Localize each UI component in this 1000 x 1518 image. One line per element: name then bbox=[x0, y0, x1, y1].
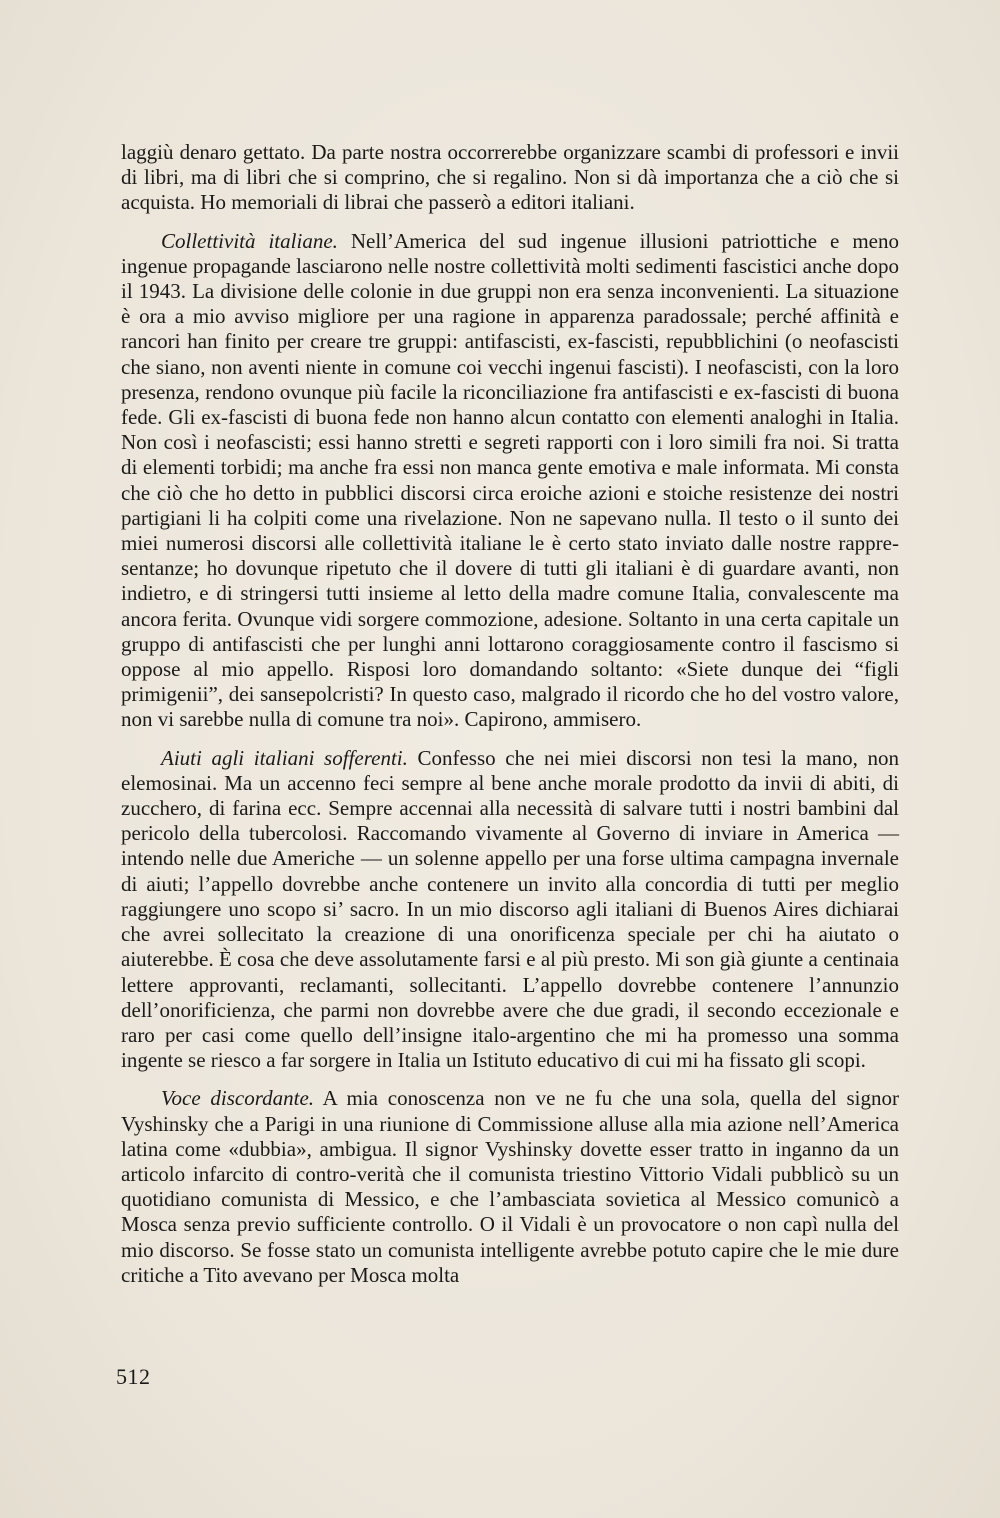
paragraph-text: laggiù denaro gettato. Da parte nostra occorrerebbe organizzare scambi di professori e invii di libri, ma di libri che si comprino, che si regalino. Non si dà importanza che a ciò che si acquista. Ho memoriali di librai che passerò a editori italiani. bbox=[121, 140, 899, 215]
paragraph-voce bbox=[121, 1086, 899, 1288]
paragraph-collettivita bbox=[121, 229, 899, 733]
body-text bbox=[121, 140, 899, 1301]
paragraph-text: Confesso che nei miei discorsi non tesi la mano, non elemosinai. Ma un accenno feci sempre al bene anche morale prodotto da invii di abiti, di zucchero, di farina ecc. Sempre accennai alla necessità di salvare tutti i nostri bambini dal pericolo della tubercolosi. Raccomando vivamente al Governo di inviare in America — intendo nelle due Americhe — un solenne appello per una forse ultima campagna invernale di aiuti; l’appello dovrebbe anche contenere un invito alla concordia di tutti per meglio raggiungere uno scopo si’ sacro. In un mio discorso agli italiani di Buenos Aires dichiarai che avrei sollecitato la creazione di una onorificenza speciale per chi ha aiutato o aiuterebbe. È cosa che deve assolutamente farsi e al più presto. Mi son già giunte a centinaia lettere approvanti, reclamanti, sollecitanti. L’appello dovrebbe contenere l’annunzio dell’onorificienza, che parmi non dovrebbe avere che due gradi, il secondo eccezionale e raro per casi come quello dell’insigne italo-argentino che mi ha promesso una somma ingente se riesco a far sorgere in Italia un Istituto educativo di cui mi ha fissato gli scopi. bbox=[121, 745, 899, 1073]
section-title-aiuti: Aiuti agli italiani sofferenti. bbox=[161, 745, 408, 770]
section-title-collettivita: Collettività italiane. bbox=[161, 228, 338, 253]
paragraph-text: Nell’America del sud ingenue illusioni patriottiche e meno ingenue propagande lasciarono nelle nostre collettività molti sedimenti fascistici anche dopo il 1943. La divisione delle colonie in due gruppi non era senza inconvenienti. La situazione è ora a mio avviso migliore per una ragione in apparenza paradossale; perché affinità e rancori han finito per creare tre gruppi: antifascisti, ex-fascisti, repubblichini (o neofascisti che siano, non aventi niente in comune coi vecchi ingenui fascisti). I neofascisti, con la loro presenza, rendono ovunque più facile la riconciliazione fra antifascisti e ex-fascisti di buona fede. Gli ex-fascisti di buona fede non hanno alcun contatto con elementi analoghi in Italia. Non così i neofascisti; essi hanno stretti e segreti rapporti con i loro simili fra noi. Si tratta di elementi torbidi; ma anche fra essi non manca gente emotiva e male informata. Mi consta che ciò che ho detto in pubblici discorsi circa eroiche azioni e stoiche resistenze dei nostri partigiani li ha colpiti come una rivelazione. Non ne sapevano nulla. Il testo o il sunto dei miei numerosi discorsi alle collettività italiane le è certo stato inviato dalle nostre rappresentanze; ho dovunque ripetuto che il dovere di tutti gli italiani è di guardare avanti, non indietro, e di stringersi tutti insieme al letto della madre comune Italia, convalescente ma ancora ferita. Ovunque vidi sorgere commozione, adesione. Soltanto in una certa capitale un gruppo di antifascisti che per lunghi anni lottarono coraggiosamente contro il fascismo si oppose al mio appello. Risposi loro domandando soltanto: «Siete dunque dei “figli primigenii”, dei sansepolcristi? In questo caso, malgrado il ricordo che ho del vostro valore, non vi sarebbe nulla di comune tra noi». Capirono, ammisero. bbox=[121, 228, 899, 732]
paragraph-continuation bbox=[121, 140, 899, 216]
section-title-voce: Voce discordante. bbox=[161, 1086, 315, 1111]
paragraph-aiuti bbox=[121, 746, 899, 1074]
paragraph-text: A mia conoscenza non ve ne fu che una sola, quella del signor Vyshinsky che a Parigi in una riunione di Commissione alluse alla mia azione nell’America latina come «dubbia», ambigua. Il signor Vyshinsky dovette esser tratto in inganno da un articolo infarcito di contro-verità che il comunista triestino Vittorio Vidali pubblicò su un quotidiano comunista di Messico, e che l’ambasciata sovietica al Messico comunicò a Mosca senza previo sufficiente controllo. O il Vidali è un provocatore o non capì nulla del mio discorso. Se fosse stato un comunista intelligente avrebbe potuto capire che le mie dure critiche a Tito avevano per Mosca molta bbox=[121, 1086, 899, 1287]
page-number: 512 bbox=[116, 1364, 151, 1389]
